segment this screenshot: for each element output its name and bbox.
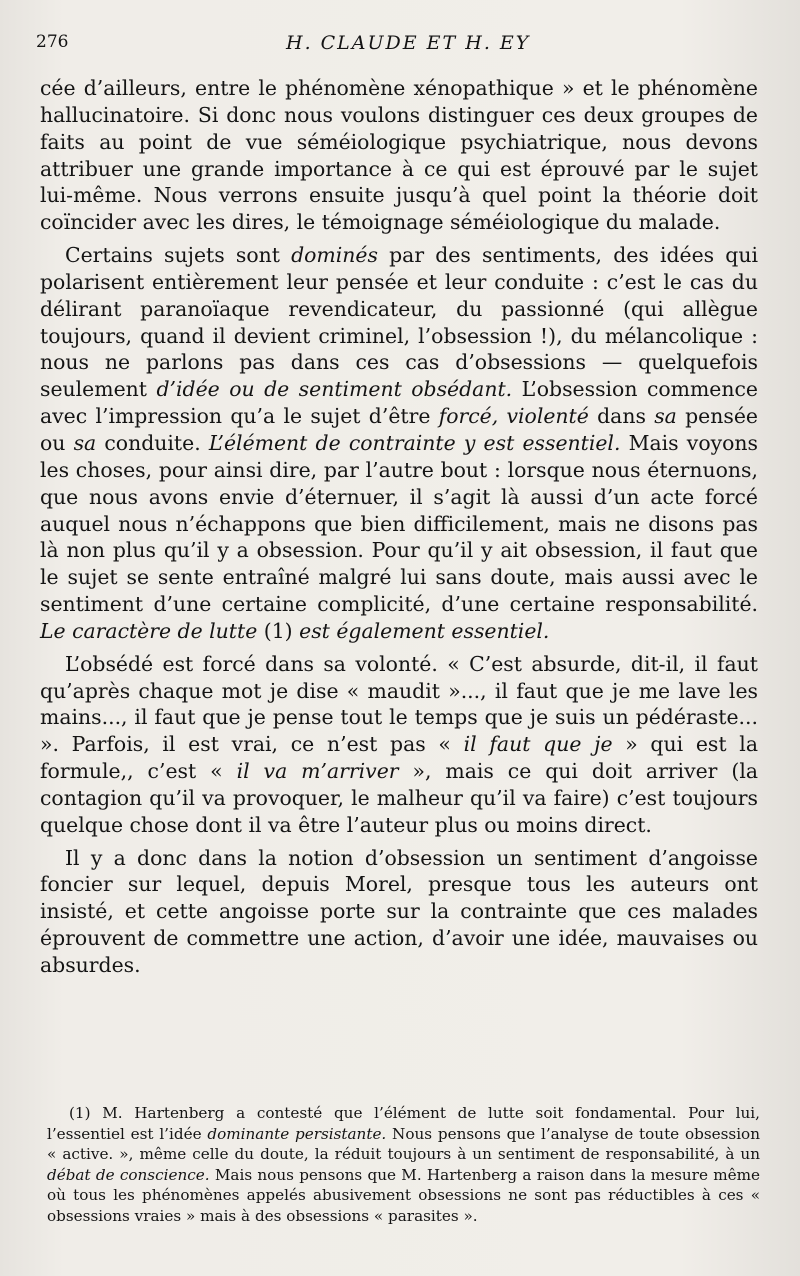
text-run: (1) M. Hartenberg a contesté que l’élément de lutte soit fondamental. Pour lui, l’essentiel est l’idée xyxy=(47,1104,760,1143)
paragraph xyxy=(40,242,758,645)
italic-text: forcé, violenté xyxy=(438,404,589,429)
paragraph xyxy=(40,651,758,839)
body-text xyxy=(40,75,758,985)
text-run: Mais nous pensons que M. Hartenberg a raison dans la mesure même où tous les phénomènes appelés abusivement obsessions ne sont pas réductibles à ces « obsessions vraies » mais à des obsessions « parasites ». xyxy=(47,1165,760,1225)
text-run: dans xyxy=(588,404,655,429)
text-run: pensée ou xyxy=(40,404,758,455)
text-run: conduite. xyxy=(96,430,209,455)
italic-text: il va m’arriver xyxy=(236,759,399,784)
text-run: cée d’ailleurs, entre le phénomène xénopathique » et le phénomène hallucinatoire. Si donc nous voulons distinguer ces deux groupes de faits au point de vue séméiologique psychiatrique, nous devons attribuer une grande importance à ce qui est éprouvé par le sujet lui-même. Nous verrons ensuite jusqu’à quel point la théorie doit coïncider avec les dires, le témoignage séméiologique du malade. xyxy=(40,76,758,235)
italic-text: dominés xyxy=(291,243,378,268)
italic-text: dominante persistante. xyxy=(207,1124,387,1143)
italic-text: il faut que je xyxy=(463,732,613,757)
text-run: L’obsédé est forcé dans sa volonté. « C’est absurde, dit-il, il faut qu’après chaque mot je dise « maudit »..., il faut que je me lave les mains..., il faut que je pense tout le temps que je suis un pédéraste... ». Parfois, il est vrai, ce n’est pas « xyxy=(40,651,758,757)
paragraph xyxy=(40,845,758,979)
text-run: par des sentiments, des idées qui polarisent entièrement leur pensée et leur conduite : c’est le cas du délirant paranoïaque revendicateur, du passionné (qui allègue toujours, quand il devient criminel, l’obsession !), du mélancolique : nous ne parlons pas dans ces cas d’obsessions — quelquefois seulement xyxy=(40,243,758,402)
italic-text: débat de conscience. xyxy=(47,1165,210,1184)
italic-text: est également essentiel. xyxy=(299,618,550,643)
text-run: L’obsession commence avec l’impression qu’a le sujet d’être xyxy=(40,377,758,429)
italic-text: d’idée ou de sentiment obsédant. xyxy=(156,377,513,402)
text-run: Certains sujets sont xyxy=(65,243,292,268)
italic-text: sa xyxy=(73,430,97,455)
footnote xyxy=(47,1103,760,1226)
text-run: », mais ce qui doit arriver (la contagion qu’il va provoquer, le malheur qu’il va faire) c’est toujours quelque chose dont il va être l’auteur plus ou moins direct. xyxy=(40,759,758,837)
italic-text: Le caractère de lutte xyxy=(40,618,258,643)
running-head: H. CLAUDE ET H. EY xyxy=(286,32,531,54)
page-header xyxy=(36,32,781,58)
text-run: Nous pensons que l’analyse de toute obsession « active. », même celle du doute, la réduit toujours à un sentiment de responsabilité, à un xyxy=(47,1124,760,1163)
page-number: 276 xyxy=(36,32,69,52)
text-run: Mais voyons les choses, pour ainsi dire, par l’autre bout : lorsque nous éternuons, que nous avons envie d’éternuer, il s’agit là aussi d’un acte forcé auquel nous n’échappons que bien difficilement, mais ne disons pas là non plus qu’il y a obsession. Pour qu’il y ait obsession, il faut que le sujet se sente entraîné malgré lui sans doute, mais aussi avec le sentiment d’une certaine complicité, d’une certaine responsabilité. xyxy=(40,430,758,617)
paragraph xyxy=(40,75,758,236)
italic-text: L’élément de contrainte y est essentiel. xyxy=(208,430,621,455)
text-run: (1) xyxy=(257,618,300,643)
text-run: » qui est la formule,, c’est « xyxy=(40,732,758,784)
italic-text: sa xyxy=(654,404,677,429)
text-run: Il y a donc dans la notion d’obsession un sentiment d’angoisse foncier sur lequel, depuis Morel, presque tous les auteurs ont insisté, et cette angoisse porte sur la contrainte que ces malades éprouvent de commettre une action, d’avoir une idée, mauvaises ou absurdes. xyxy=(40,845,758,977)
